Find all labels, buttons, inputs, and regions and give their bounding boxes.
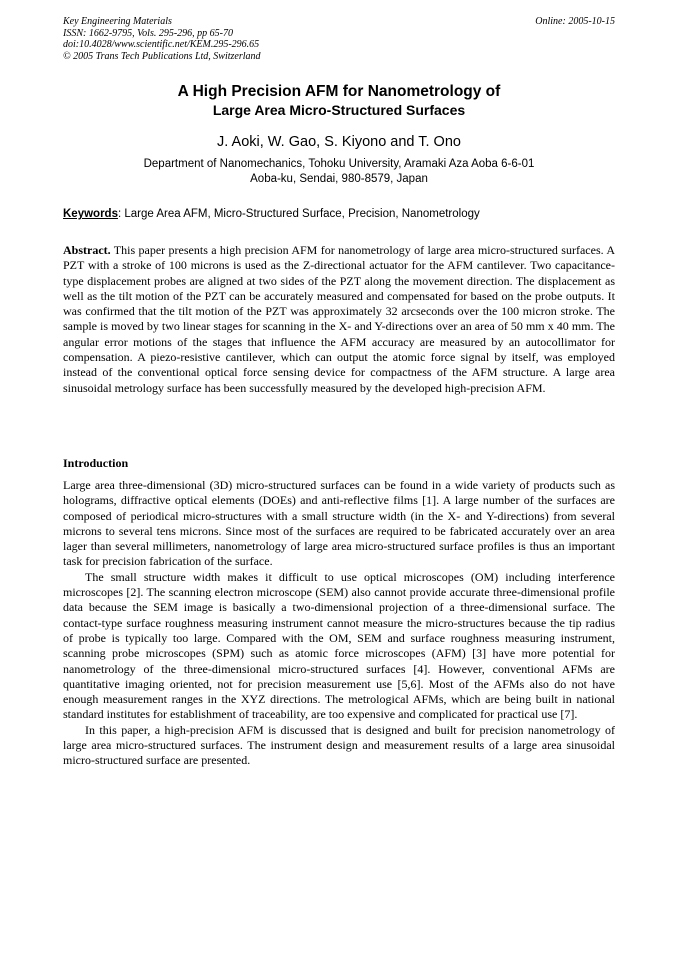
paper-title xyxy=(63,83,615,120)
affiliation-line-1: Department of Nanomechanics, Tohoku University, Aramaki Aza Aoba 6-6-01 xyxy=(143,158,535,170)
introduction-body xyxy=(63,478,615,769)
title-line-2: Large Area Micro-Structured Surfaces xyxy=(212,102,466,118)
keywords-text: Large Area AFM, Micro-Structured Surface, Precision, Nanometrology xyxy=(121,208,480,220)
copyright-line: © 2005 Trans Tech Publications Ltd, Switzerland xyxy=(63,50,261,62)
abstract xyxy=(63,243,615,396)
section-heading-introduction: Introduction xyxy=(63,456,129,470)
journal-name: Key Engineering Materials xyxy=(63,16,172,27)
author-list: J. Aoki, W. Gao, S. Kiyono and T. Ono xyxy=(217,134,461,150)
keywords xyxy=(63,207,615,222)
intro-paragraph-1: Large area three-dimensional (3D) micro-structured surfaces can be found in a wide variety of products such as holograms, diffractive optical elements (DOEs) and anti-reflective films [1]. A large number of the surfaces are composed of periodical micro-structures with a small structure width (in the X- and Y-directions) from several microns to several tens microns. Since most of the surfaces are required to be fabricated accurately over an area lager than several millimeters, nanometrology of large area micro-structured surface profiles is thus an important task for precision fabrication of the surface. xyxy=(63,478,615,569)
intro-paragraph-3: In this paper, a high-precision AFM is discussed that is designed and built for precision nanometrology of large area micro-structured surfaces. The instrument design and measurement results of a large area sinusoidal micro-structured surface are presented. xyxy=(63,722,615,768)
issn-line: ISSN: 1662-9795, Vols. 295-296, pp 65-70 xyxy=(63,27,233,39)
abstract-text: This paper presents a high precision AFM for nanometrology of large area micro-structured surfaces. A PZT with a stroke of 100 microns is used as the Z-directional actuator for the AFM cantilever. Two capacitance-type displacement probes are aligned at two sides of the PZT along the movement direction. The displacement as well as the tilt motion of the PZT can be accurately measured and compensated for based on the probe outputs. It was confirmed that the tilt motion of the PZT was approximately 32 arcseconds over the 100 micron stroke. The sample is moved by two linear stages for scanning in the X- and Y-directions over an area of 50 mm x 40 mm. The angular error motions of the stages that influence the AFM accuracy are measured by an autocollimator for compensation. A piezo-resistive cantilever, which can output the atomic force signal by itself, was employed instead of the conventional optical force sensing device for compactness of the AFM structure. A large area sinusoidal metrology surface has been successfully measured by the developed high-precision AFM. xyxy=(63,243,615,395)
affiliation xyxy=(63,157,615,187)
journal-header xyxy=(63,16,615,62)
affiliation-line-2: Aoba-ku, Sendai, 980-8579, Japan xyxy=(250,173,428,185)
online-date: Online: 2005-10-15 xyxy=(535,16,615,27)
abstract-label: Abstract. xyxy=(63,243,111,257)
doi-line: doi:10.4028/www.scientific.net/KEM.295-296.65 xyxy=(63,39,260,50)
intro-paragraph-2: The small structure width makes it difficult to use optical microscopes (OM) including interference microscopes [2]. The scanning electron microscope (SEM) also cannot provide accurate three-dimensional profile data because the SEM image is basically a two-dimensional projection of a three-dimensional surface. The contact-type surface roughness measuring instrument cannot measure the micro-structures because the tip radius of probe is typically too large. Compared with the OM, SEM and surface roughness measuring instrument, scanning probe microscopes (SPM) such as atomic force microscopes (AFM) [3] have more potential for nanometrology of the three-dimensional micro-structured surfaces [4]. However, conventional AFMs are quantitative imaging oriented, not for precision measurement use [5,6]. Most of the AFMs also do not have enough measurement ranges in the XYZ directions. The metrological AFMs, which are being built in national standard institutes for establishment of traceability, are too expensive and complicated for practical use [7]. xyxy=(63,569,615,722)
title-line-1: A High Precision AFM for Nanometrology of xyxy=(177,83,501,100)
keywords-colon: : xyxy=(117,208,122,220)
keywords-label: Keywords xyxy=(63,208,118,220)
